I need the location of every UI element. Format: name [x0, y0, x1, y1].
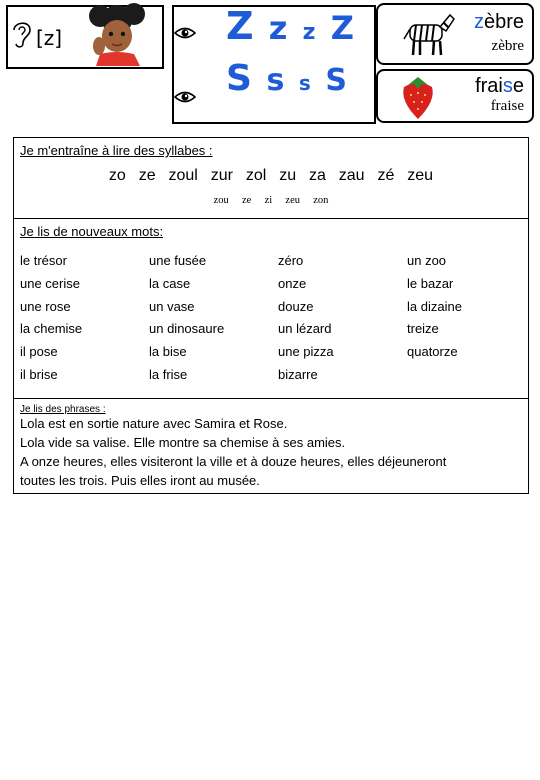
word-item: un lézard: [278, 321, 332, 336]
word-item: un dinosaure: [149, 321, 225, 336]
ear-icon: [10, 18, 34, 50]
word-item: zéro: [278, 253, 304, 268]
word-item: treize: [407, 321, 439, 336]
eye-icon: [174, 24, 196, 42]
syllables-small: zou ze zi zeu zon: [213, 195, 329, 206]
word-card-zebre: [376, 3, 534, 65]
word-item: la case: [149, 276, 191, 291]
letters-s-row: S s s S: [226, 58, 348, 99]
syllables-large: zo ze zoul zur zol zu za zau zé zeu: [108, 167, 434, 184]
word-item: un vase: [149, 299, 195, 314]
syllables-title: Je m'entraîne à lire des syllabes :: [20, 143, 213, 158]
word-item: quatorze: [407, 344, 458, 359]
divider: [14, 398, 528, 399]
word-card-fraise: [376, 69, 534, 123]
word-item: douze: [278, 299, 314, 314]
word-fraise-cursive: fraise: [490, 98, 524, 114]
sentence-line: toutes les trois. Puis elles iront au musée.: [20, 473, 260, 488]
exercise-box: [13, 137, 529, 494]
word-item: bizarre: [278, 367, 318, 382]
sentence-line: Lola vide sa valise. Elle montre sa chemise à ses amies.: [20, 435, 346, 450]
word-item: une rose: [20, 299, 71, 314]
zebra-icon: [396, 11, 456, 57]
divider: [14, 218, 528, 219]
word-item: la bise: [149, 344, 187, 359]
word-item: il brise: [20, 367, 58, 382]
word-zebre: zèbre: [473, 11, 524, 33]
sentence-line: A onze heures, elles visiteront la ville et à douze heures, elles déjeuneront: [20, 454, 447, 469]
phrases-title: Je lis des phrases :: [20, 404, 106, 415]
letters-z-row: Z z z Z: [226, 4, 355, 48]
strawberry-icon: [398, 73, 438, 121]
word-item: un zoo: [407, 253, 447, 268]
sentence-line: Lola est en sortie nature avec Samira et Rose.: [20, 416, 288, 431]
word-item: une pizza: [278, 344, 334, 359]
word-item: le bazar: [407, 276, 454, 291]
girl-listening-icon: [84, 2, 154, 66]
word-item: une fusée: [149, 253, 207, 268]
word-item: la chemise: [20, 321, 83, 336]
word-item: une cerise: [20, 276, 80, 291]
phoneme-label: [z]: [36, 26, 63, 50]
word-item: le trésor: [20, 253, 67, 268]
words-title: Je lis de nouveaux mots:: [20, 224, 164, 239]
word-item: la dizaine: [407, 299, 462, 314]
word-item: onze: [278, 276, 307, 291]
eye-icon: [174, 88, 196, 106]
word-item: la frise: [149, 367, 188, 382]
word-zebre-cursive: zèbre: [491, 38, 524, 54]
word-fraise: fraise: [475, 75, 524, 97]
word-item: il pose: [20, 344, 58, 359]
